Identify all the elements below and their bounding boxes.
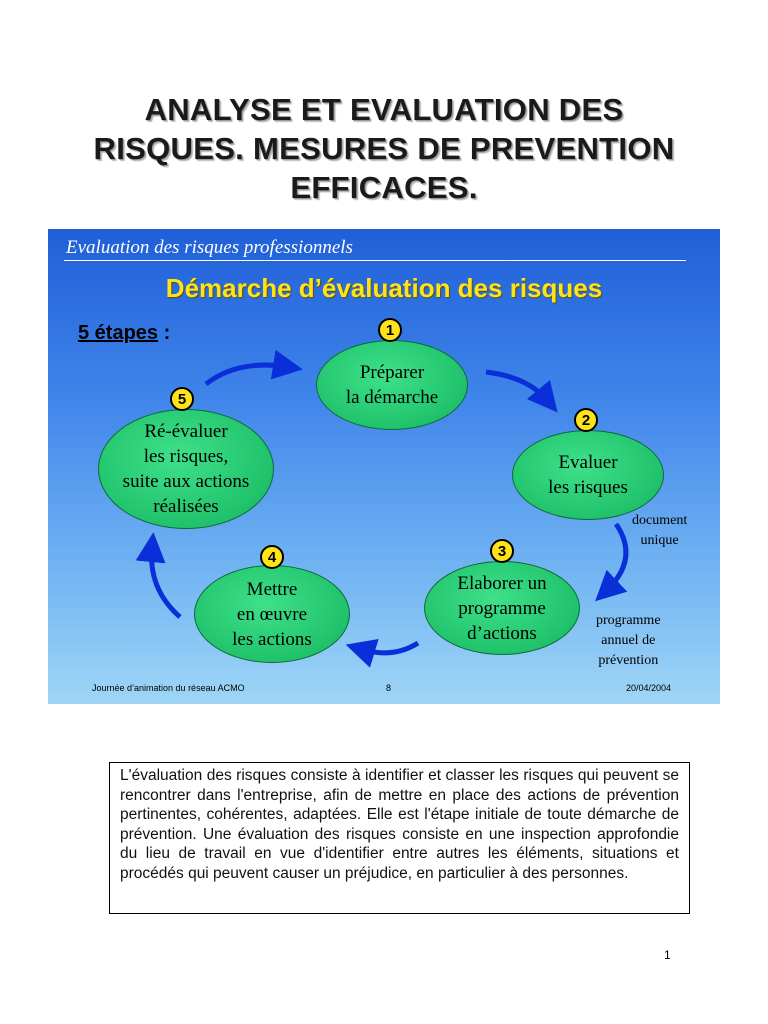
step-4-line-2: en œuvre [236,603,308,625]
step-5-oval [98,409,274,529]
step-3-oval [424,561,580,655]
step-2-badge: 2 [574,408,598,432]
step-1-badge: 1 [378,318,402,342]
step-2-line-1: Evaluer [558,452,618,473]
slide-header: Evaluation des risques professionnels [66,237,353,258]
step-4-badge: 4 [260,545,284,569]
note-programme-line-1: programme [596,613,661,628]
title-line-3: EFFICACES. [290,170,478,205]
steps-label-colon: : [158,322,171,344]
step-3-line-2: programme [458,597,546,619]
step-4-line-3: les actions [232,628,312,650]
note-programme-line-3: prévention [598,653,659,668]
step-1-oval [316,340,468,430]
arrow-2-to-3 [606,524,626,591]
note-document-line-2: unique [640,533,679,548]
slide-footer-left: Journée d’animation du réseau ACMO [92,683,245,693]
arrow-4-to-5 [152,547,180,617]
note-programme-annuel [596,611,661,671]
step-3-line-3: d’actions [467,622,537,644]
step-3-line-1: Elaborer un [457,572,547,594]
title-line-1: ANALYSE ET EVALUATION DES [144,92,624,127]
definition-paragraph: L'évaluation des risques consiste à identifier et classer les risques qui peuvent se rencontrer dans l'entreprise, afin de mettre en place des actions de prévention pertinentes, cohérentes, adaptées. Elle est l'étape initiale de toute démarche de prévention. Une évaluation des risques consiste en une inspection approfondie du lieu de travail en vue d'identifier entre autres les éléments, situations et procédés qui peuvent causer un préjudice, en particulier à des personnes. [120,767,679,882]
process-slide [48,229,720,704]
step-2-line-2: les risques [548,477,628,498]
slide-footer-page: 8 [386,683,392,693]
step-3-badge: 3 [490,539,514,563]
arrow-1-to-2 [486,372,548,401]
step-5-badge: 5 [170,387,194,411]
document-title [40,90,728,207]
step-2-oval [512,430,664,520]
note-document-unique [632,511,687,551]
definition-box [109,762,690,914]
step-4-line-1: Mettre [246,578,298,600]
step-1-line-2: la démarche [345,387,439,408]
step-5-line-4: réalisées [153,496,219,517]
title-line-2: RISQUES. MESURES DE PREVENTION [93,131,675,166]
step-4-oval [194,565,350,663]
page-number: 1 [664,948,671,962]
arrow-5-to-1 [206,365,288,384]
slide-footer-date: 20/04/2004 [626,683,672,693]
note-programme-line-2: annuel de [601,633,656,648]
step-1-line-1: Préparer [359,362,425,383]
step-5-line-2: les risques, [143,446,229,467]
note-document-line-1: document [632,513,688,528]
step-5-line-3: suite aux actions [122,471,250,492]
steps-label-text: 5 étapes [78,322,159,344]
step-5-line-1: Ré-évaluer [144,421,228,442]
arrow-3-to-4 [360,643,418,653]
slide-title: Démarche d’évaluation des risques [165,273,603,303]
